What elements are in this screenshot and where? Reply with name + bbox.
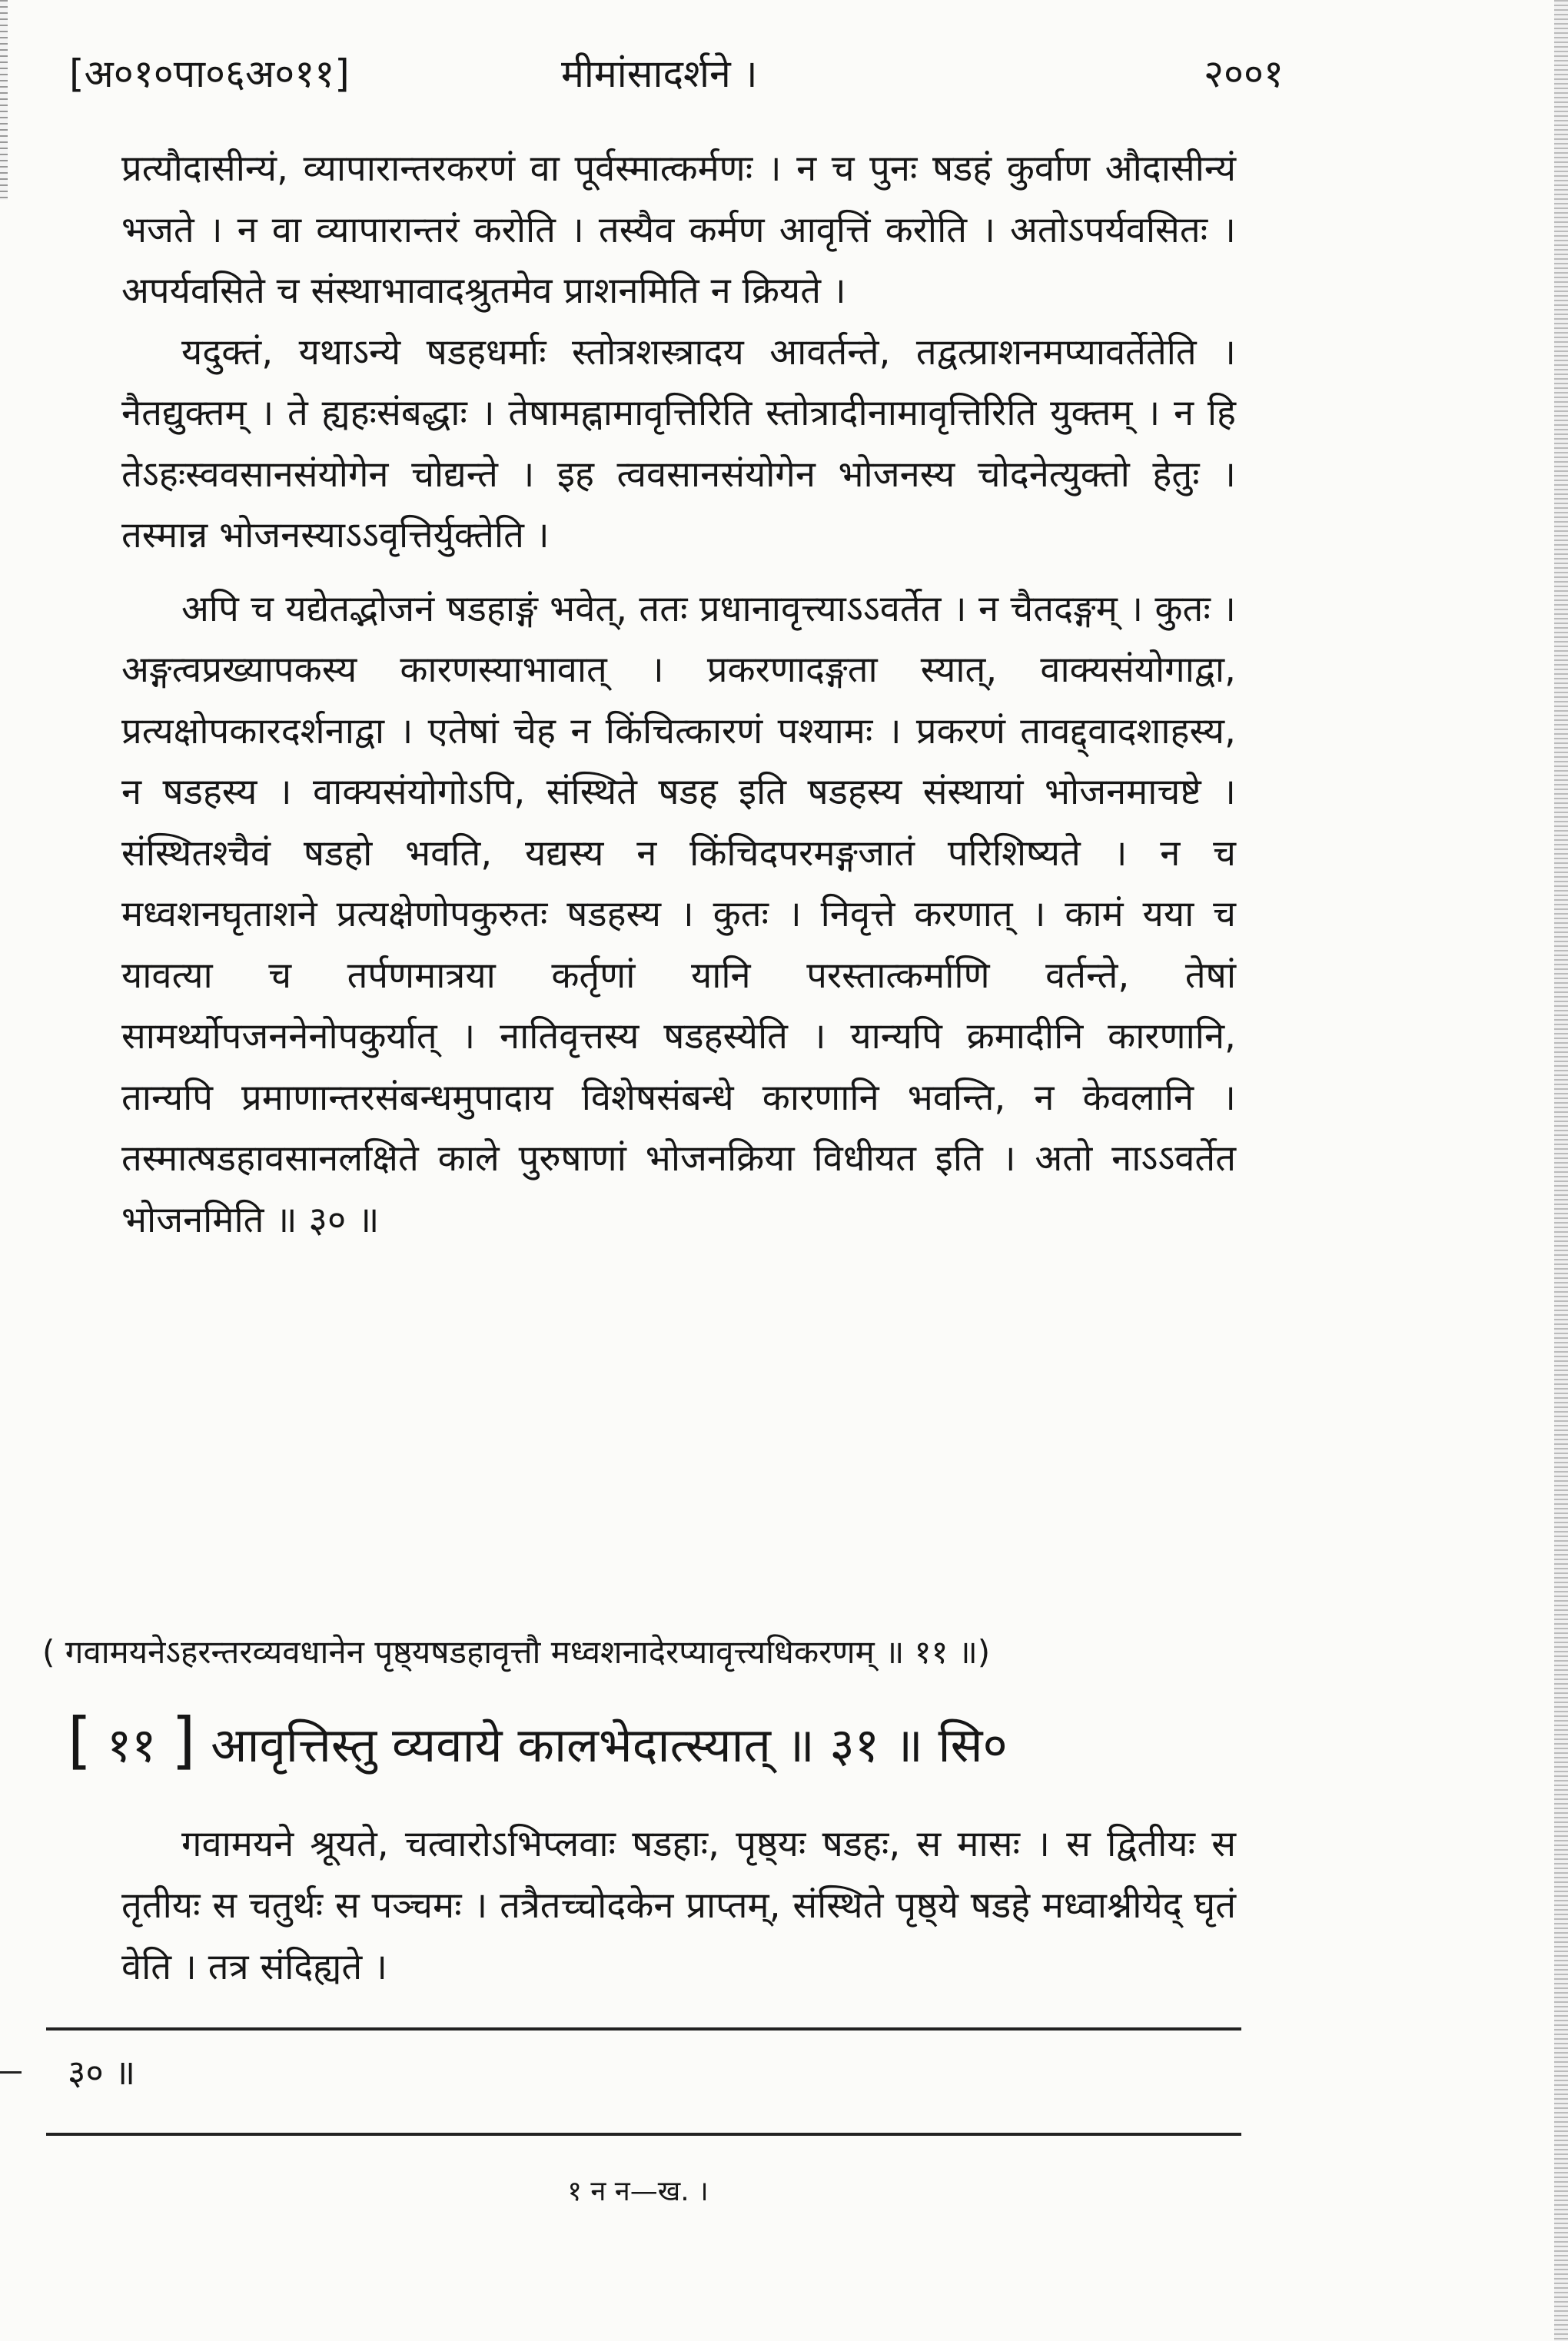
margin-dash <box>0 2071 22 2074</box>
paragraph-4: गवामयने श्रूयते, चत्वारोऽभिप्लवाः षडहाः, पृष्ठ्यः षडहः, स मासः । स द्वितीयः स तृतीयः स चतुर्थः स पञ्चमः । तत्रैतच्चोदकेन प्राप्तम्, संस्थिते पृष्ठ्ये षडहे मध्वाश्नीयेद् घृतं वेति । तत्र संदिह्यते । <box>121 1823 1236 1988</box>
main-text <box>121 138 1236 1250</box>
footnote-rule-bottom <box>46 2133 1241 2136</box>
sutra-number: ११ <box>106 1717 157 1773</box>
commentary-text <box>121 1814 1236 1998</box>
sutra-text: आवृत्तिस्तु व्यवाये कालभेदात्स्यात् ॥ ३१ ॥ सि० <box>211 1717 1008 1773</box>
printer-signature: १ न न—ख. । <box>567 2176 709 2207</box>
left-margin-scan-edge <box>0 0 8 200</box>
paragraph-2: यदुक्तं, यथाऽन्ये षडहधर्माः स्तोत्रशस्त्रादय आवर्तन्ते, तद्वत्प्राशनमप्यावर्तेतेति । नैतद्युक्तम् । ते ह्यहःसंबद्धाः । तेषामह्नामावृत्तिरिति स्तोत्रादीनामावृत्तिरिति युक्तम् । न हि तेऽहःस्ववसानसंयोगेन चोद्यन्ते । इह त्ववसानसंयोगेन भोजनस्य चोदनेत्युक्तो हेतुः । तस्मान्न भोजनस्याऽऽवृत्तिर्युक्तेति । <box>121 330 1236 556</box>
footnote: ३० ॥ <box>68 2052 136 2093</box>
paragraph-3: अपि च यद्येतद्भोजनं षडहाङ्गं भवेत्, ततः प्रधानावृत्त्याऽऽवर्तेत । न चैतदङ्गम् । कुतः । अङ्गत्वप्रख्यापकस्य कारणस्याभावात् । प्रकरणादङ्गता स्यात्, वाक्यसंयोगाद्वा, प्रत्यक्षोपकारदर्शनाद्वा । एतेषां चेह न किंचित्कारणं पश्यामः । प्रकरणं तावद्द्वादशाहस्य, न षडहस्य । वाक्यसंयोगोऽपि, संस्थिते षडह इति षडहस्य संस्थायां भोजनमाचष्टे । संस्थितश्चैवं षडहो भवति, यद्यस्य न किंचिदपरमङ्गजातं परिशिष्यते । न च मध्वशनघृताशने प्रत्यक्षेणोपकुरुतः षडहस्य । कुतः । निवृत्ते करणात् । कामं यया च यावत्या च तर्पणमात्रया कर्तृणां यानि परस्तात्कर्माणि वर्तन्ते, तेषां सामर्थ्योपजननेनोपकुर्यात् । नातिवृत्तस्य षडहस्येति । यान्यपि क्रमादीनि कारणानि, तान्यपि प्रमाणान्तरसंबन्धमुपादाय विशेषसंबन्धे कारणानि भवन्ति, न केवलानि । तस्मात्षडहावसानलक्षिते काले पुरुषाणां भोजनक्रिया विधीयत इति । अतो नाऽऽवर्तेत भोजनमिति ॥ ३० ॥ <box>121 587 1236 1241</box>
running-title: मीमांसादर्शने । <box>561 51 758 96</box>
footnote-rule-top <box>46 2027 1241 2031</box>
page-number: २००१ <box>1204 51 1284 96</box>
adhikarana-summary: ( गवामयनेऽहरन्तरव्यवधानेन पृष्ठ्यषडहावृत्तौ मध्वशनादेरप्यावृत्त्यधिकरणम् ॥ ११ ॥) <box>42 1633 991 1671</box>
section-reference: [अ०१०पा०६अ०११] <box>69 51 350 96</box>
running-header <box>69 31 1284 108</box>
sutra-heading <box>68 1702 1244 1784</box>
right-margin-scan-edge <box>1554 0 1568 2341</box>
sutra-open-bracket: [ <box>68 1705 92 1776</box>
paragraph-1: प्रत्यौदासीन्यं, व्यापारान्तरकरणं वा पूर्वस्मात्कर्मणः । न च पुनः षडहं कुर्वाण औदासीन्यं भजते । न वा व्यापारान्तरं करोति । तस्यैव कर्मण आवृत्तिं करोति । अतोऽपर्यवसितः । अपर्यवसिते च संस्थाभावादश्रुतमेव प्राशनमिति न क्रियते । <box>121 148 1236 312</box>
sutra-close-bracket: ] <box>171 1705 196 1776</box>
